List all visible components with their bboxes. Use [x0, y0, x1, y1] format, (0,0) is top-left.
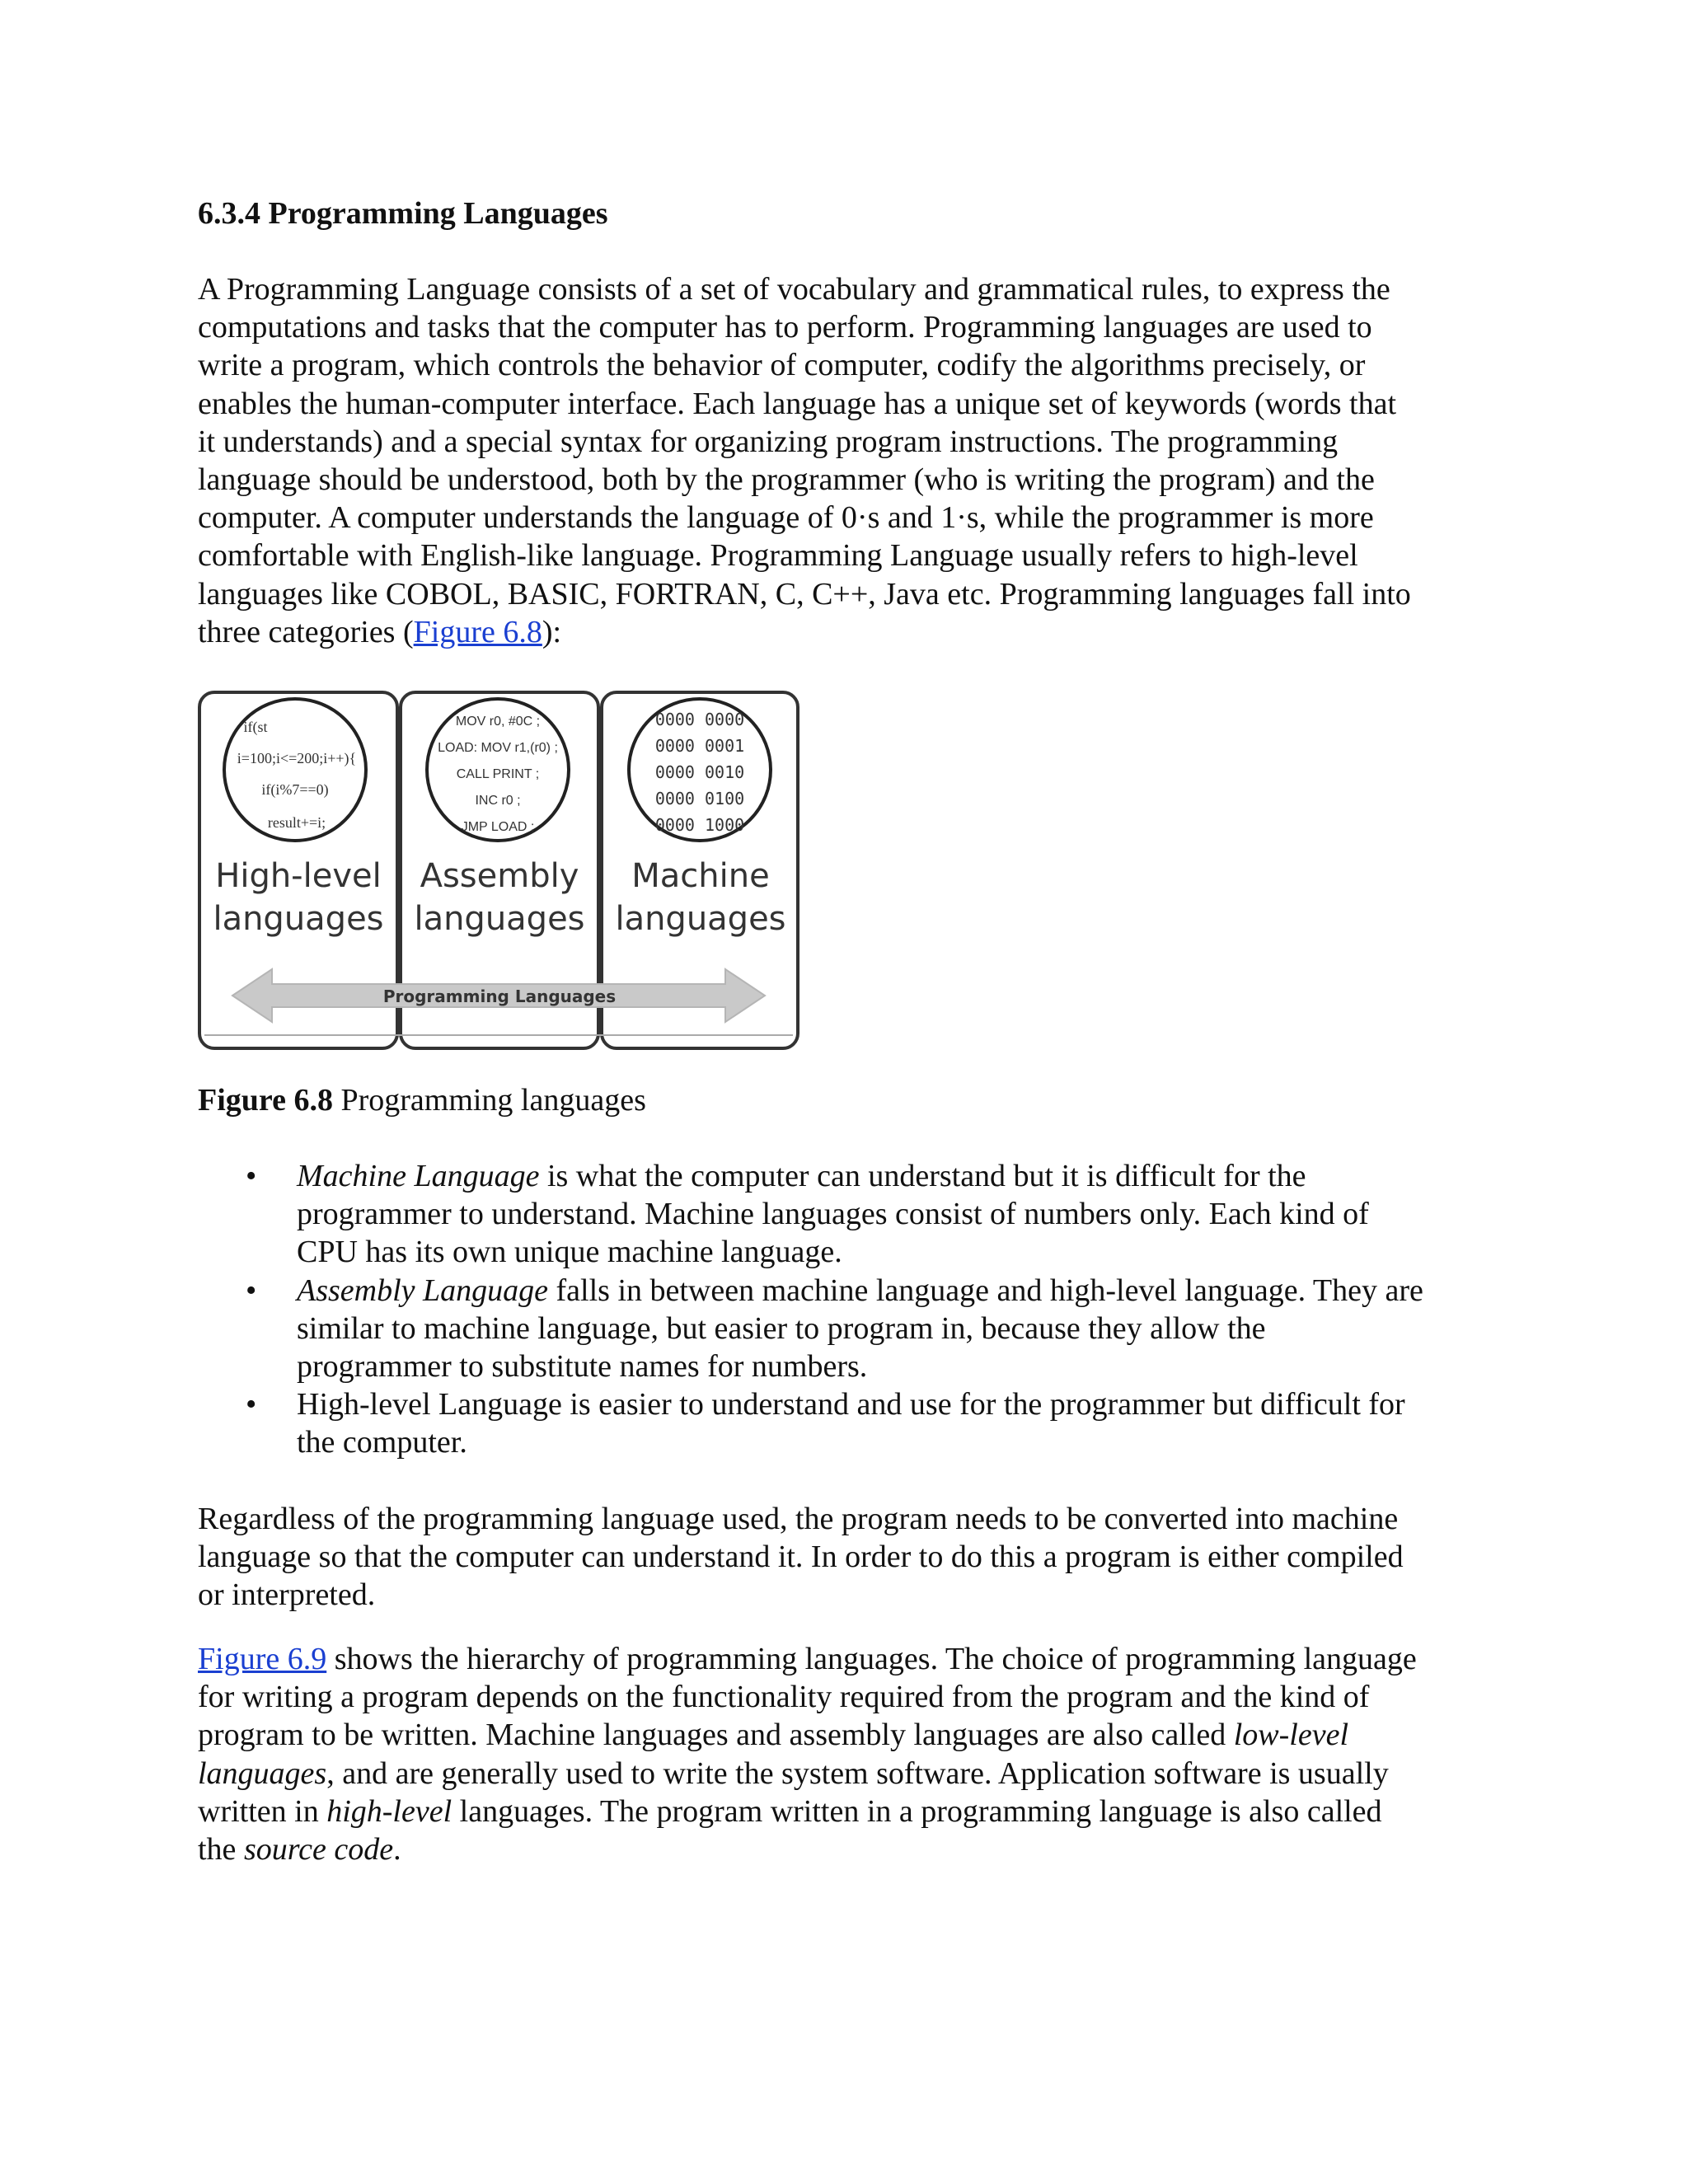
code-line: LOAD: MOV r1,(r0) ; — [438, 741, 558, 755]
code-line: JMP LOAD ; — [461, 820, 535, 834]
panel-label: Machine — [631, 857, 770, 895]
intro-line: computer. A computer understands the language of 0·s and 1·s, while the programmer is more — [198, 500, 1374, 536]
code-line: i=100;i<=200;i++){ — [237, 750, 357, 766]
list-item: • Machine Language is what the computer can understand but it is difficult for the programmer to understand. Machine languages consist of numbers only. Each kind of CPU has its own unique machine language. — [246, 1159, 1369, 1270]
code-line: CALL PRINT ; — [456, 767, 540, 781]
figure-caption: Figure 6.8 Programming languages — [198, 1083, 646, 1118]
figure-diagram — [198, 691, 799, 1053]
code-line: INC r0 ; — [475, 794, 521, 808]
compile-paragraph: Regardless of the programming language used, the program needs to be converted into machine language so that the computer can understand it. In order to do this a program is either compiled or interpreted. — [198, 1502, 1404, 1613]
intro-line: enables the human-computer interface. Each language has a unique set of keywords (words that — [198, 386, 1397, 421]
panel-label: languages — [213, 900, 384, 938]
code-line: 0000 0000 — [654, 710, 745, 729]
code-line: 0000 0100 — [654, 789, 745, 808]
panel-label: languages — [615, 900, 786, 938]
section-heading: 6.3.4 Programming Languages — [198, 196, 608, 231]
arrow-label: Programming Languages — [382, 987, 617, 1006]
intro-line: it understands) and a special syntax for organizing program instructions. The programming — [198, 424, 1339, 459]
intro-line: computations and tasks that the computer has to perform. Programming languages are used to — [198, 310, 1372, 345]
code-line: 0000 0010 — [654, 762, 745, 782]
panel-label: languages — [414, 900, 585, 938]
code-line: if(st — [243, 719, 268, 735]
code-line: MOV r0, #0C ; — [455, 715, 541, 729]
list-item: • High-level Language is easier to understand and use for the programmer but difficult for the computer. — [246, 1387, 1405, 1460]
code-line: 0000 0001 — [654, 736, 745, 756]
list-item: • Assembly Language falls in between machine language and high-level language. They are similar to machine language, but easier to program in, because they allow the programmer to substitute names for numbers. — [246, 1272, 1423, 1385]
figure-6-8-link[interactable]: Figure 6.8 — [413, 614, 542, 649]
intro-line: comfortable with English-like language. Programming Language usually refers to high-level — [198, 538, 1358, 574]
code-line: if(i%7==0) — [261, 781, 329, 798]
code-line: 0000 1000 — [654, 815, 745, 835]
intro-line: language should be understood, both by the programmer (who is writing the program) and the — [198, 462, 1375, 498]
intro-line: languages like COBOL, BASIC, FORTRAN, C, C++, Java etc. Programming languages fall into — [198, 576, 1411, 612]
intro-paragraph — [198, 270, 1500, 651]
panel-label: High-level — [215, 857, 382, 895]
intro-line: write a program, which controls the behavior of computer, codify the algorithms precisely, or — [198, 348, 1366, 383]
bullet-list — [198, 1157, 1500, 1462]
panel-label: Assembly — [420, 857, 579, 895]
intro-line-last: three categories (Figure 6.8): — [198, 614, 562, 649]
intro-line: A Programming Language consists of a set of vocabulary and grammatical rules, to express the — [198, 272, 1390, 307]
hierarchy-paragraph: Figure 6.9 shows the hierarchy of programming languages. The choice of programming language for writing a program depends on the functionality required from the program and the kind of program to be written. Machine languages and assembly languages are also called low-level languages, and are generally used to write the system software. Application software is usually written in high-level languages. The program written in a programming language is also called the source code. — [198, 1642, 1417, 1868]
code-line: result+=i; — [267, 814, 326, 831]
figure-programming-languages — [198, 691, 799, 1053]
figure-6-9-link[interactable]: Figure 6.9 — [198, 1642, 327, 1676]
